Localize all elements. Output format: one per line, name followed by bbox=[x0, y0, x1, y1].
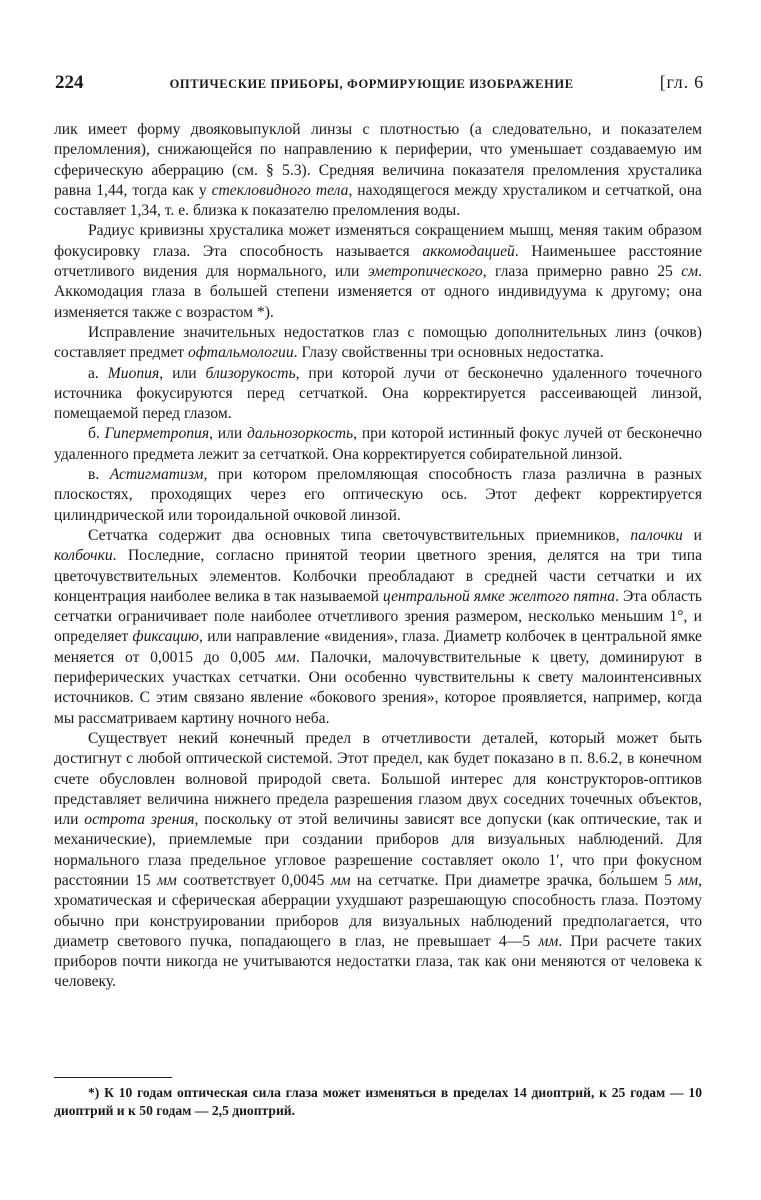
text-segment: , при которой истинный фокус лучей от бесконечно удаленного предмета лежит за сетчаткой. Она корректируется собирательной линзой. bbox=[54, 425, 703, 463]
paragraph-myopia bbox=[54, 364, 702, 425]
text-segment: , или bbox=[209, 425, 247, 443]
text-segment: . Палочки, малочувствительные к цвету, доминируют в периферических участках сетчатки. Они особенно чувствительны к свету малоинтенсивных источников. С этим связано явление «бокового зрения», которое проявляется, например, когда мы рассматриваем картину ночного неба. bbox=[54, 648, 702, 727]
text-segment: , хроматическая и сферическая аберрации ухудшают разрешающую способность глаза. Поэтому обычно при конструировании приборов для визуальных наблюдений предполагается, что диаметр светового пучка, попадающего в глаз, не превышает 4—5 bbox=[54, 871, 702, 950]
text-segment: . Эта область сетчатки ограничивает поле наиболее отчетливого зрения размером, несколько меньшим 1°, и определяет bbox=[54, 587, 703, 646]
text-segment: , находящегося между хрусталиком и сетчаткой, она составляет 1,34, т. е. близка к показателю преломления воды. bbox=[54, 181, 702, 220]
term-hypermetropia: Гиперметропия bbox=[104, 425, 210, 443]
unit-mm: мм bbox=[678, 871, 699, 889]
unit-mm: мм bbox=[538, 932, 559, 950]
text-segment: Существует некий конечный предел в отчетливости деталей, который может быть достигнут с любой оптической системой. Этот предел, как будет показано в п. 8.6.2, в конечном счете обусловлен волновой природой света. Большой интерес для конструкторов-оптиков представляет величина нижнего предела разрешения глазом двух соседних точечных объектов, или bbox=[54, 729, 702, 829]
text-segment: , при котором преломляющая способность глаза различна в разных плоскостях, проходящих через его оптическую ось. Этот дефект корректируется цилиндрической или тороидальной очковой линзой. bbox=[54, 466, 702, 524]
term-ophthalmology: офтальмологии bbox=[188, 344, 294, 362]
text-segment: Сетчатка содержит два основных типа светочувствительных приемников, bbox=[88, 526, 631, 544]
term-visual-acuity: острота зрения bbox=[84, 811, 195, 829]
term-myopia: Миопия bbox=[107, 364, 160, 382]
page-number: 224 bbox=[55, 72, 84, 93]
text-segment: а. bbox=[88, 364, 108, 382]
running-title: ОПТИЧЕСКИЕ ПРИБОРЫ, ФОРМИРУЮЩИЕ ИЗОБРАЖЕНИЕ bbox=[169, 77, 574, 91]
footnote bbox=[54, 1084, 702, 1120]
body-text bbox=[54, 120, 702, 993]
paragraph-astigmatism bbox=[54, 465, 702, 526]
term-farsightedness: дальнозоркость bbox=[247, 425, 354, 443]
footnote-divider bbox=[54, 1077, 172, 1078]
term-nearsightedness: близорукость bbox=[205, 364, 296, 382]
term-rods: палочки bbox=[630, 526, 683, 544]
text-segment: , или bbox=[159, 364, 206, 382]
paragraph-retina bbox=[54, 526, 702, 729]
text-segment: лик имеет форму двояковыпуклой линзы с плотностью (а следовательно, и показателем преломления), снижающейся по направлению к периферии, что уменьшает создаваемую им сферическую аберрацию (см. § 5.3). Средняя величина показателя преломления хрусталика равна 1,44, тогда как у bbox=[54, 121, 702, 199]
text-segment: в. bbox=[88, 466, 110, 484]
text-segment: , или направление «видения», глаза. Диаметр колбочек в центральной ямке меняется от 0,0015 до 0,005 bbox=[54, 628, 702, 666]
text-segment: Исправление значительных недостатков глаз с помощью дополнительных линз (очков) составляет предмет bbox=[54, 323, 702, 362]
term-vitreous-body: стекловидного тела bbox=[211, 181, 349, 199]
text-segment: . Последние, согласно принятой теории цветного зрения, делятся на три типа цветочувствительных элементов. Колбочки преобладают в средней части сетчатки и их концентрация наиболее велика в так называемой bbox=[54, 547, 702, 605]
text-segment: и bbox=[682, 526, 702, 544]
text-segment: б. bbox=[88, 425, 105, 443]
term-fixation: фиксацию bbox=[132, 628, 200, 646]
page-header bbox=[55, 72, 704, 96]
paragraph-accommodation bbox=[54, 221, 702, 322]
paragraph-lens bbox=[54, 120, 702, 221]
paragraph-defects-intro bbox=[54, 323, 702, 364]
term-fovea: центральной ямке желтого пятна bbox=[382, 587, 616, 605]
paragraph-resolution bbox=[54, 729, 702, 993]
paragraph-hypermetropia bbox=[54, 424, 702, 465]
footnote-marker: *) bbox=[88, 1085, 100, 1100]
term-astigmatism: Астигматизм bbox=[109, 466, 204, 484]
text-segment: , поскольку от этой величины зависят все допуски (как оптические, так и механические), приемлемые при создании приборов для визуальных наблюдений. Для нормального глаза предельное угловое разрешение составляет около 1′, что при фокусном расстоянии 15 bbox=[54, 811, 702, 889]
text-segment: . При расчете таких приборов почти никогда не учитываются недостатки глаза, так как они меняются от человека к человеку. bbox=[54, 932, 703, 991]
footnote-text: К 10 годам оптическая сила глаза может изменяться в пределах 14 диоптрий, к 25 годам — 10 диоптрий и к 50 годам — 2,5 диоптрий. bbox=[54, 1085, 702, 1118]
term-emmetropic: эметропического bbox=[367, 263, 483, 281]
text-segment: . Наименьшее расстояние отчетливого видения для нормального, или bbox=[54, 242, 702, 281]
unit-mm: мм bbox=[156, 871, 177, 889]
unit-mm: мм bbox=[330, 871, 351, 889]
unit-mm: мм bbox=[275, 648, 296, 666]
text-segment: соответствует 0,0045 bbox=[176, 871, 331, 889]
text-segment: Радиус кривизны хрусталика может изменяться сокращением мышц, меняя таким образом фокусировку глаза. Эта способность называется bbox=[54, 222, 702, 260]
text-segment: , глаза примерно равно 25 bbox=[482, 263, 682, 281]
term-accommodation: аккомодацией bbox=[422, 242, 515, 260]
term-cones: колбочки bbox=[54, 547, 113, 565]
text-segment: . Аккомодация глаза в большей степени изменяется от одного индивидуума к другому; она изменяется также с возрастом *). bbox=[54, 263, 703, 321]
unit-cm: см bbox=[681, 263, 699, 281]
chapter-label: [гл. 6 bbox=[659, 72, 704, 92]
text-segment: . Глазу свойственны три основных недостатка. bbox=[293, 344, 604, 362]
text-segment: на сетчатке. При диаметре зрачка, бо́льшем 5 bbox=[350, 871, 679, 889]
text-segment: , при которой лучи от бесконечно удаленного точечного источника фокусируются перед сетчаткой. Она корректируется рассеивающей линзой, помещаемой перед глазом. bbox=[54, 364, 703, 423]
